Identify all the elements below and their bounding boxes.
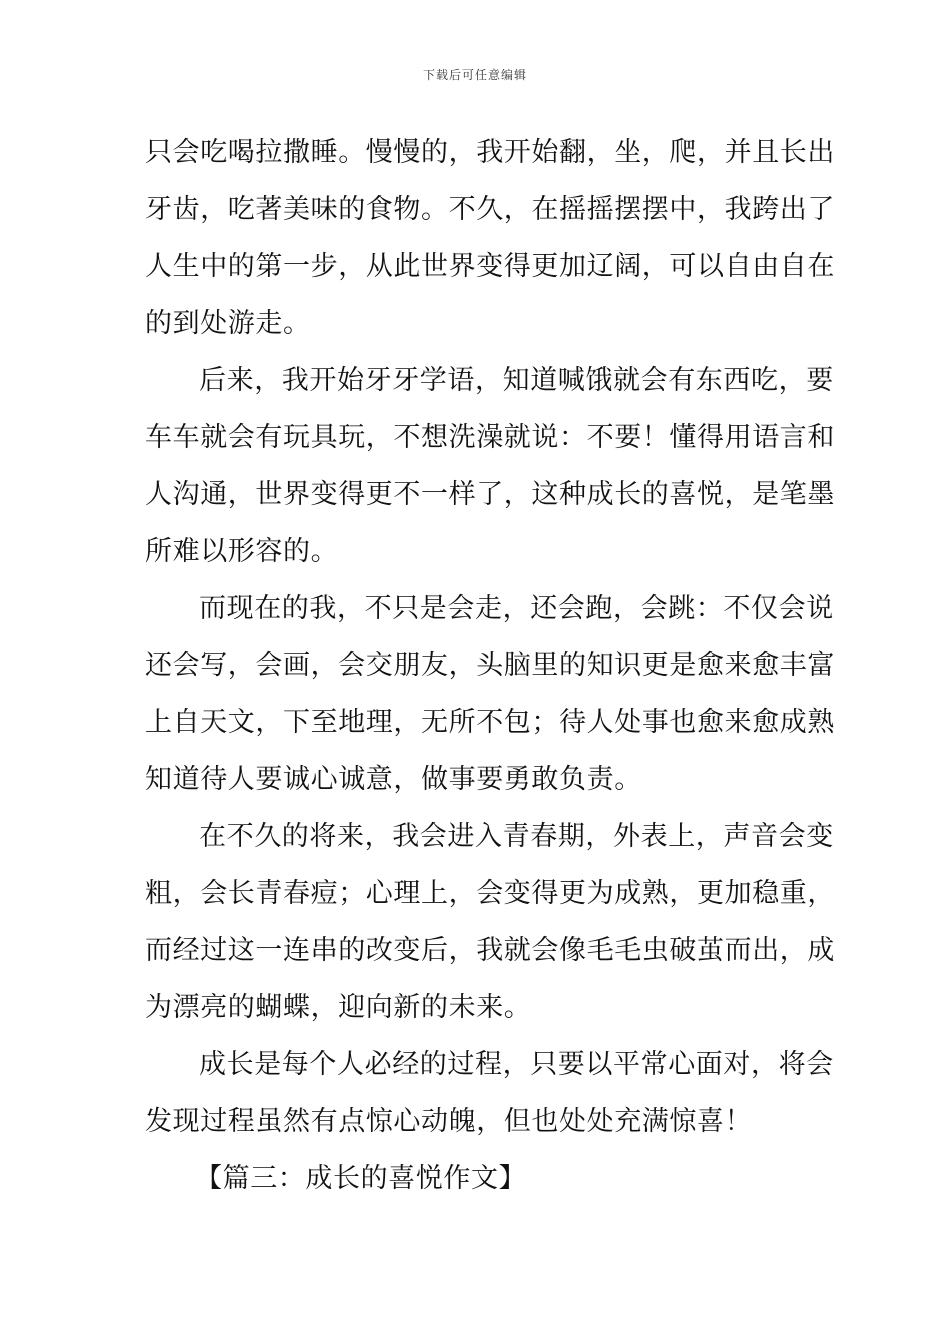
- text-line: 后来，我开始牙牙学语，知道喊饿就会有东西吃，要: [199, 365, 834, 396]
- text-line: 粗，会长青春痘；心理上，会变得更为成熟，更加稳重，: [145, 878, 835, 909]
- text-line: 为漂亮的蝴蝶，迎向新的未来。: [145, 992, 532, 1023]
- text-line: 发现过程虽然有点惊心动魄，但也处处充满惊喜！: [145, 1106, 753, 1137]
- paragraph: [145, 1036, 834, 1150]
- section-heading: 【篇三：成长的喜悦作文】: [195, 1163, 527, 1194]
- text-line: 而现在的我，不只是会走，还会跑，会跳：不仅会说: [199, 593, 834, 624]
- page-header: 下载后可任意编辑: [422, 68, 527, 82]
- paragraph: [145, 580, 835, 808]
- text-line: 知道待人要诚心诚意，做事要勇敢负责。: [145, 764, 642, 795]
- text-line: 的到处游走。: [145, 308, 311, 339]
- text-line: 还会写，会画，会交朋友，头脑里的知识更是愈来愈丰富: [145, 650, 835, 681]
- text-line: 车车就会有玩具玩，不想洗澡就说：不要！懂得用语言和: [145, 422, 835, 453]
- paragraph: [145, 124, 835, 352]
- text-line: 上自天文，下至地理，无所不包；待人处事也愈来愈成熟: [145, 707, 835, 738]
- document-body: [145, 124, 835, 1207]
- text-line: 而经过这一连串的改变后，我就会像毛毛虫破茧而出，成: [145, 935, 835, 966]
- paragraph: [145, 808, 835, 1036]
- text-line: 牙齿，吃著美味的食物。不久，在摇摇摆摆中，我跨出了: [145, 194, 835, 225]
- text-line: 人生中的第一步，从此世界变得更加辽阔，可以自由自在: [145, 251, 835, 282]
- text-line: 成长是每个人必经的过程，只要以平常心面对，将会: [199, 1049, 834, 1080]
- text-line: 所难以形容的。: [145, 536, 339, 567]
- text-line: 只会吃喝拉撒睡。慢慢的，我开始翻，坐，爬，并且长出: [145, 137, 835, 168]
- paragraph: [145, 352, 835, 580]
- text-line: 人沟通，世界变得更不一样了，这种成长的喜悦，是笔墨: [145, 479, 835, 510]
- text-line: 在不久的将来，我会进入青春期，外表上，声音会变: [199, 821, 834, 852]
